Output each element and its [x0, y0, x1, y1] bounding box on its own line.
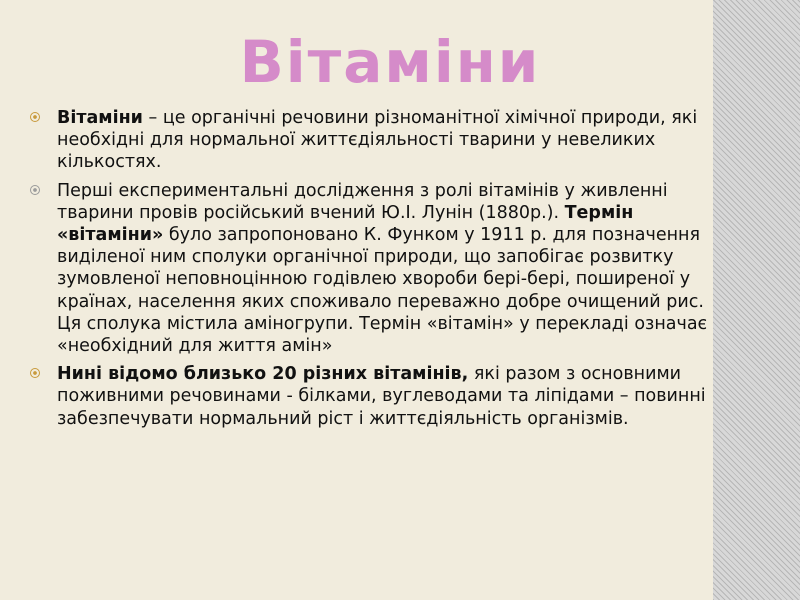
bullet-text-before: Перші експериментальні дослідження з ролі вітамінів у живленні тварини провів російський вчений Ю.І. Лунін (1880р.).: [57, 180, 668, 223]
bullet-text: які разом з основними поживними речовинами - білками, вуглеводами та ліпідами – повинні забезпечувати нормальний ріст і життєдіяльність організмів.: [57, 364, 706, 429]
bullet-bold-lead: Нині відомо близько 20 різних вітамінів,: [57, 364, 469, 385]
bullet-item-definition: [30, 107, 715, 174]
bullet-icon: [30, 368, 40, 378]
slide-body: [30, 107, 715, 430]
bullet-text: – це органічні речовини різноманітної хімічної природи, які необхідні для нормальної життєдіяльності тварини у невеликих кількостях.: [57, 108, 698, 173]
bullet-icon: [30, 185, 40, 195]
bullet-bold-lead: Вітаміни: [57, 108, 143, 128]
bullet-text-after: було запропоновано К. Функом у 1911 р. для позначення виділеної ним сполуки органічної природи, що запобігає розвитку зумовленої неповноцінною годівлею хвороби бері-бері, поширеної у країнах, населення яких споживало переважно добре очищений рис. Ця сполука містила аміногрупи. Термін «вітамін» у перекладі означає «необхідний для життя амін»: [57, 225, 708, 357]
slide-title: Вітаміни: [239, 28, 541, 96]
bullet-icon: [30, 112, 40, 122]
bullet-item-count: [30, 363, 715, 430]
bullet-item-history: [30, 180, 715, 358]
bullet-bold-term: Термін «вітаміни»: [57, 202, 634, 246]
